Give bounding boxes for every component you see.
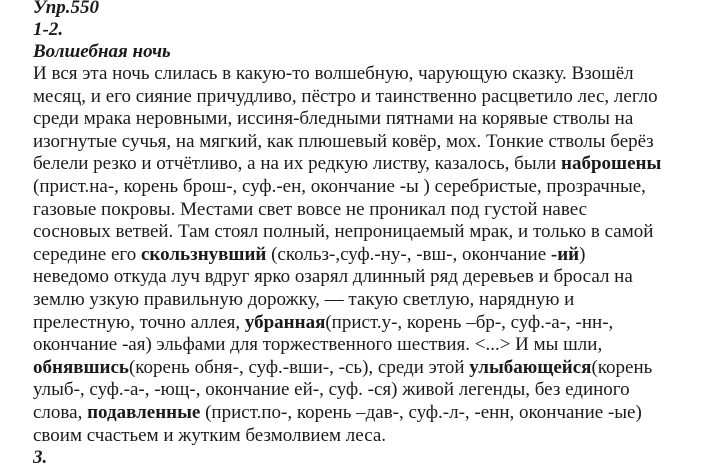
bold-word: улыбающейся [469,356,592,378]
task-numbers: 1-2. [33,19,64,40]
bold-word: скользнувший [140,243,267,265]
text-segment: (прист.у-, корень –бр-, суф.-а-, -нн-, [325,311,614,333]
bold-word: подавленные [87,401,201,423]
text-segment: изогнутые сучья, на мягкий, как плюшевый ковёр, мох. Тонкие стволы берёз [33,130,654,152]
text-segment: (прист.по-, корень –дав-, суф.-л-, -енн, окончание -ые) [200,401,642,423]
text-line [33,289,717,312]
text-segment: (корень обня-, суф.-вши-, -сь), среди этой [128,356,470,378]
text-segment: газовые покровы. Местами свет вовсе не проникал под густой навес [33,198,588,220]
text-line [33,266,717,289]
text-segment: белели резко и отчётливо, а на их редкую листву, казалось, были [33,153,562,175]
text-line [33,153,717,176]
text-line [33,425,717,448]
bold-word: -ий [550,243,580,265]
text-line [33,131,717,154]
section-3-heading: 3. [33,447,48,469]
text-segment: (корень [591,356,653,378]
text-segment: ) [579,243,586,265]
text-line [33,108,717,131]
text-segment: землю узкую правильную дорожку, — такую светлую, нарядную и [33,288,575,310]
text-segment: неведомо откуда луч вдруг ярко озарял длинный ряд деревьев и бросал на [33,266,633,288]
text-line [33,221,717,244]
text-segment: прелестную, точно аллея, [33,311,245,333]
text-line [33,379,717,402]
text-line [33,402,717,425]
bold-word: обнявшись [33,356,129,378]
text-line [33,199,717,222]
text-segment: своим счастьем и жутким безмолвием леса. [33,424,387,446]
text-segment: (прист.на-, корень брош-, суф.-ен, окончание -ы ) серебристые, прозрачные, [33,175,646,197]
bold-word: наброшены [561,153,662,175]
text-line [33,244,717,267]
text-line [33,334,717,357]
text-segment: среди мрака неровными, иссиня-бледными пятнами на корявые стволы на [33,108,634,130]
text-line [33,63,717,86]
text-segment: середине его [33,243,141,265]
text-segment: месяц, и его сияние причудливо, пёстро и таинственно расцветило лес, легло [33,85,658,107]
text-segment: (скольз-,суф.-ну-, -вш-, окончание [266,243,551,265]
document-page [33,0,717,469]
bold-word: убранная [244,311,326,333]
text-title: Волшебная ночь [33,41,171,62]
text-line [33,312,717,335]
text-body [33,63,717,447]
text-line [33,176,717,199]
text-segment: И вся эта ночь слилась в какую-то волшебную, чарующую сказку. Взошёл [33,63,634,84]
text-segment: окончание -ая) эльфами для торжественного шествия. <...> И мы шли, [33,334,603,356]
exercise-number: Упр.550 [33,0,100,18]
text-segment: улыб-, суф.-а-, -ющ-, окончание ей-, суф. -ся) живой легенды, без единого [33,379,630,401]
text-segment: сосновых ветвей. Там стоял полный, непроницаемый мрак, и только в самой [33,221,654,243]
text-segment: слова, [33,401,88,423]
text-line [33,86,717,109]
text-line [33,357,717,380]
